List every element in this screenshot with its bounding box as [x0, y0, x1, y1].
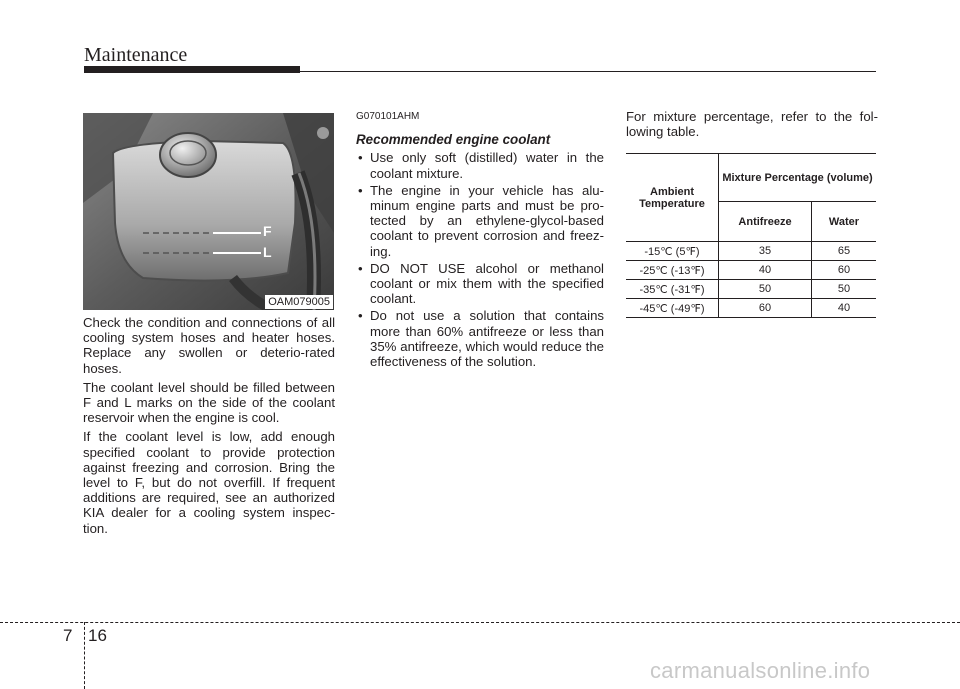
coolant-bullet-list [356, 150, 604, 369]
chapter-number: 7 [63, 626, 73, 645]
table-row [626, 261, 876, 280]
column-3-text [626, 109, 878, 139]
footer-divider [0, 622, 960, 623]
bullet-item: • DO NOT USE alcohol or methanol coolant or mix them with the specified coolant. [356, 261, 604, 307]
column-2-text [356, 109, 604, 371]
footer-vertical-divider [84, 622, 85, 689]
header-bar [84, 66, 300, 73]
water-header: Water [812, 202, 877, 242]
table-row [626, 242, 876, 261]
bullet-item: • The engine in your vehicle has alu-minum engine parts and must be pro-tected by an ethylene-glycol-based coolant to prevent corrosion and freez-ing. [356, 183, 604, 259]
antifreeze-cell: 60 [719, 299, 812, 318]
bullet-item: • Do not use a solution that contains more than 60% antifreeze or less than 35% antifreeze, which would reduce the effectiveness of the solution. [356, 308, 604, 369]
temperature-cell: -25℃ (-13℉) [626, 261, 719, 280]
table-row [626, 280, 876, 299]
ambient-temperature-header: Ambient Temperature [626, 154, 719, 242]
mixture-percentage-header: Mixture Percentage (volume) [719, 154, 877, 202]
water-cell: 40 [812, 299, 877, 318]
water-cell: 65 [812, 242, 877, 261]
temperature-cell: -15℃ (5℉) [626, 242, 719, 261]
coolant-reservoir-illustration [83, 113, 334, 310]
column-1-text [83, 315, 335, 540]
section-heading: Recommended engine coolant [356, 132, 551, 148]
page-header-title: Maintenance [84, 44, 188, 66]
table-row [626, 299, 876, 318]
water-cell: 60 [812, 261, 877, 280]
paragraph: The coolant level should be filled between F and L marks on the side of the coolant reservoir when the engine is cool. [83, 379, 335, 426]
paragraph: Check the condition and connections of all cooling system hoses and heater hoses. Replace any swollen or deterio-rated hoses. [83, 315, 335, 376]
paragraph: If the coolant level is low, add enough specified coolant to provide protection against freezing and corrosion. Bring the level to F, but do not overfill. If frequent additions are required, see an authorized KIA dealer for a cooling system inspec-tion. [83, 429, 335, 536]
section-code: G070101AHM [356, 111, 420, 122]
water-cell: 50 [812, 280, 877, 299]
header-rule [300, 71, 876, 72]
figure-code: OAM079005 [265, 295, 333, 309]
antifreeze-header: Antifreeze [719, 202, 812, 242]
antifreeze-cell: 35 [719, 242, 812, 261]
antifreeze-cell: 40 [719, 261, 812, 280]
temperature-cell: -35℃ (-31℉) [626, 280, 719, 299]
page-number: 16 [88, 626, 107, 645]
coolant-mixture-table [626, 153, 876, 318]
full-mark-label: F [263, 223, 272, 239]
coolant-reservoir-photo [83, 113, 334, 310]
low-mark-label: L [263, 244, 272, 260]
antifreeze-cell: 50 [719, 280, 812, 299]
bullet-item: • Use only soft (distilled) water in the coolant mixture. [356, 150, 604, 180]
watermark: carmanualsonline.info [650, 658, 871, 683]
temperature-cell: -45℃ (-49℉) [626, 299, 719, 318]
table-intro: For mixture percentage, refer to the fol-lowing table. [626, 109, 878, 140]
